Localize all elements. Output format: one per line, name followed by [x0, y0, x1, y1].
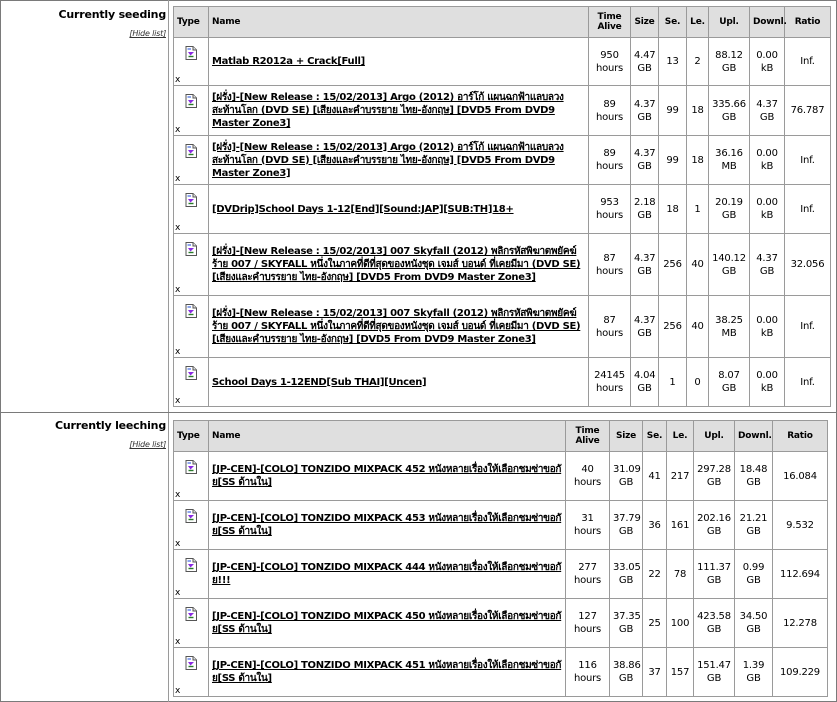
torrent-file-icon[interactable] — [185, 607, 197, 621]
uploaded-cell: 335.66 GB — [709, 86, 750, 136]
uploaded-cell: 20.19 GB — [709, 185, 750, 234]
torrent-file-icon[interactable] — [185, 509, 197, 523]
seeders-cell: 256 — [659, 296, 687, 358]
torrent-name-link[interactable]: Matlab R2012a + Crack[Full] — [209, 38, 589, 86]
table-row — [174, 358, 831, 407]
leeching-title: Currently leeching — [55, 419, 166, 432]
table-row — [174, 234, 831, 296]
size-cell: 2.18 GB — [631, 185, 659, 234]
table-row — [174, 599, 828, 648]
seeders-cell: 25 — [643, 599, 667, 648]
seeding-header-leechers[interactable]: Le. — [687, 7, 709, 38]
ratio-cell: Inf. — [785, 358, 831, 407]
torrent-name-link[interactable]: [JP-CEN]-[COLO] TONZIDO MIXPACK 452 หนังหลายเรื่องให้เลือกชมซ่าขอกัย[SS ด้านใน] — [209, 452, 566, 501]
ratio-cell: Inf. — [785, 38, 831, 86]
time-alive-cell: 24145 hours — [589, 358, 631, 407]
seeding-title: Currently seeding — [58, 8, 166, 21]
ratio-cell: 32.056 — [785, 234, 831, 296]
leechers-cell: 0 — [687, 358, 709, 407]
broken-image-marker: x — [175, 174, 181, 184]
leeching-body — [174, 452, 828, 697]
torrent-name-link[interactable]: [JP-CEN]-[COLO] TONZIDO MIXPACK 450 หนังหลายเรื่องให้เลือกชมซ่าขอกัย[SS ด้านใน] — [209, 599, 566, 648]
leeching-divider — [168, 413, 169, 702]
time-alive-cell: 40 hours — [566, 452, 610, 501]
torrent-file-icon[interactable] — [185, 94, 197, 108]
seeding-header-size[interactable]: Size — [631, 7, 659, 38]
seeding-label-block — [0, 8, 166, 40]
table-row — [174, 550, 828, 599]
time-alive-cell: 89 hours — [589, 86, 631, 136]
seeding-header-row — [174, 7, 831, 38]
ratio-cell: 16.084 — [773, 452, 828, 501]
seeders-cell: 256 — [659, 234, 687, 296]
leechers-cell: 18 — [687, 86, 709, 136]
size-cell: 4.37 GB — [631, 234, 659, 296]
leeching-header-time-alive[interactable]: Time Alive — [566, 421, 610, 452]
time-alive-cell: 89 hours — [589, 136, 631, 185]
time-alive-cell: 87 hours — [589, 234, 631, 296]
downloaded-cell: 0.00 kB — [750, 38, 785, 86]
leechers-cell: 18 — [687, 136, 709, 185]
seeders-cell: 22 — [643, 550, 667, 599]
uploaded-cell: 297.28 GB — [694, 452, 735, 501]
seeding-header-downloaded[interactable]: Downl. — [750, 7, 785, 38]
leechers-cell: 157 — [667, 648, 694, 697]
torrent-file-icon[interactable] — [185, 366, 197, 380]
uploaded-cell: 202.16 GB — [694, 501, 735, 550]
type-cell — [174, 38, 209, 86]
broken-image-marker: x — [175, 223, 181, 233]
size-cell: 4.37 GB — [631, 136, 659, 185]
torrent-file-icon[interactable] — [185, 193, 197, 207]
torrent-file-icon[interactable] — [185, 46, 197, 60]
seeders-cell: 41 — [643, 452, 667, 501]
type-cell — [174, 136, 209, 185]
uploaded-cell: 111.37 GB — [694, 550, 735, 599]
seeding-header-ratio[interactable]: Ratio — [785, 7, 831, 38]
type-cell — [174, 86, 209, 136]
broken-image-marker: x — [175, 75, 181, 85]
torrent-name-link[interactable]: [JP-CEN]-[COLO] TONZIDO MIXPACK 451 หนังหลายเรื่องให้เลือกชมซ่าขอกัย[SS ด้านใน] — [209, 648, 566, 697]
uploaded-cell: 38.25 MB — [709, 296, 750, 358]
leeching-header-size[interactable]: Size — [610, 421, 643, 452]
type-cell — [174, 648, 209, 697]
leeching-header-ratio[interactable]: Ratio — [773, 421, 828, 452]
size-cell: 33.05 GB — [610, 550, 643, 599]
leeching-label-block — [0, 419, 166, 451]
size-cell: 4.37 GB — [631, 86, 659, 136]
seeding-body — [174, 38, 831, 407]
seeding-header-type[interactable]: Type — [174, 7, 209, 38]
seeders-cell: 1 — [659, 358, 687, 407]
table-row — [174, 296, 831, 358]
torrent-name-link[interactable]: [DVDrip]School Days 1-12[End][Sound:JAP][SUB:TH]18+ — [209, 185, 589, 234]
uploaded-cell: 423.58 GB — [694, 599, 735, 648]
ratio-cell: 9.532 — [773, 501, 828, 550]
leeching-header-downloaded[interactable]: Downl. — [735, 421, 773, 452]
broken-image-marker: x — [175, 637, 181, 647]
uploaded-cell: 36.16 MB — [709, 136, 750, 185]
type-cell — [174, 599, 209, 648]
seeding-header-uploaded[interactable]: Upl. — [709, 7, 750, 38]
broken-image-marker: x — [175, 539, 181, 549]
torrent-name-link[interactable]: [JP-CEN]-[COLO] TONZIDO MIXPACK 444 หนังหลายเรื่องให้เลือกชมซ่าขอกัย!!! — [209, 550, 566, 599]
broken-image-marker: x — [175, 125, 181, 135]
leechers-cell: 2 — [687, 38, 709, 86]
downloaded-cell: 4.37 GB — [750, 86, 785, 136]
seeders-cell: 99 — [659, 136, 687, 185]
downloaded-cell: 0.00 kB — [750, 296, 785, 358]
seeding-header-name[interactable]: Name — [209, 7, 589, 38]
broken-image-marker: x — [175, 347, 181, 357]
size-cell: 4.37 GB — [631, 296, 659, 358]
ratio-cell: Inf. — [785, 185, 831, 234]
torrent-file-icon[interactable] — [185, 242, 197, 256]
seeding-header-time-alive[interactable]: Time Alive — [589, 7, 631, 38]
table-row — [174, 185, 831, 234]
torrent-file-icon[interactable] — [185, 144, 197, 158]
table-row — [174, 452, 828, 501]
leeching-header-uploaded[interactable]: Upl. — [694, 421, 735, 452]
downloaded-cell: 18.48 GB — [735, 452, 773, 501]
seeders-cell: 13 — [659, 38, 687, 86]
downloaded-cell: 1.39 GB — [735, 648, 773, 697]
leechers-cell: 217 — [667, 452, 694, 501]
torrent-name-link[interactable]: [ฝรั่ง]-[New Release : 15/02/2013] 007 Skyfall (2012) พลิกรหัสพิฆาตพยัคฆ์ร้าย 007 / SKYFALL หนึ่งในภาคที่ดีที่สุดของหนังชุด เจมส์ บอนด์ ที่เคยมีมา (DVD SE) [เสียงและคำบรรยาย ไทย-อังกฤษ] [DVD5 From DVD9 Master Zone3] — [209, 296, 589, 358]
broken-image-marker: x — [175, 396, 181, 406]
leechers-cell: 40 — [687, 296, 709, 358]
torrent-name-link[interactable]: [ฝรั่ง]-[New Release : 15/02/2013] 007 Skyfall (2012) พลิกรหัสพิฆาตพยัคฆ์ร้าย 007 / SKYFALL หนึ่งในภาคที่ดีที่สุดของหนังชุด เจมส์ บอนด์ ที่เคยมีมา (DVD SE) [เสียงและคำบรรยาย ไทย-อังกฤษ] [DVD5 From DVD9 Master Zone3] — [209, 234, 589, 296]
seeders-cell: 18 — [659, 185, 687, 234]
time-alive-cell: 953 hours — [589, 185, 631, 234]
type-cell — [174, 185, 209, 234]
leeching-header-name[interactable]: Name — [209, 421, 566, 452]
uploaded-cell: 8.07 GB — [709, 358, 750, 407]
ratio-cell: 109.229 — [773, 648, 828, 697]
leeching-header-row — [174, 421, 828, 452]
seeding-divider — [168, 0, 169, 412]
type-cell — [174, 358, 209, 407]
broken-image-marker: x — [175, 686, 181, 696]
size-cell: 31.09 GB — [610, 452, 643, 501]
ratio-cell: 112.694 — [773, 550, 828, 599]
table-row — [174, 648, 828, 697]
seeding-table — [173, 6, 831, 407]
seeders-cell: 37 — [643, 648, 667, 697]
time-alive-cell: 31 hours — [566, 501, 610, 550]
torrent-name-link[interactable]: School Days 1-12END[Sub THAI][Uncen] — [209, 358, 589, 407]
leechers-cell: 100 — [667, 599, 694, 648]
table-row — [174, 136, 831, 185]
downloaded-cell: 0.99 GB — [735, 550, 773, 599]
time-alive-cell: 277 hours — [566, 550, 610, 599]
table-row — [174, 38, 831, 86]
size-cell: 37.79 GB — [610, 501, 643, 550]
time-alive-cell: 87 hours — [589, 296, 631, 358]
downloaded-cell: 0.00 kB — [750, 358, 785, 407]
leechers-cell: 78 — [667, 550, 694, 599]
type-cell — [174, 550, 209, 599]
downloaded-cell: 0.00 kB — [750, 185, 785, 234]
torrent-name-link[interactable]: [JP-CEN]-[COLO] TONZIDO MIXPACK 453 หนังหลายเรื่องให้เลือกชมซ่าขอกัย[SS ด้านใน] — [209, 501, 566, 550]
type-cell — [174, 501, 209, 550]
leechers-cell: 161 — [667, 501, 694, 550]
leeching-header-type[interactable]: Type — [174, 421, 209, 452]
type-cell — [174, 234, 209, 296]
broken-image-marker: x — [175, 490, 181, 500]
size-cell: 4.47 GB — [631, 38, 659, 86]
size-cell: 38.86 GB — [610, 648, 643, 697]
time-alive-cell: 116 hours — [566, 648, 610, 697]
torrent-name-link[interactable]: [ฝรั่ง]-[New Release : 15/02/2013] Argo (2012) อาร์โก้ แผนฉกฟ้าแลบลวงสะท้านโลก (DVD SE) [เสียงและคำบรรยาย ไทย-อังกฤษ] [DVD5 From DVD9 Master Zone3] — [209, 86, 589, 136]
leeching-header-leechers[interactable]: Le. — [667, 421, 694, 452]
downloaded-cell: 21.21 GB — [735, 501, 773, 550]
leeching-section — [0, 413, 837, 702]
table-row — [174, 501, 828, 550]
ratio-cell: 12.278 — [773, 599, 828, 648]
type-cell — [174, 296, 209, 358]
uploaded-cell: 151.47 GB — [694, 648, 735, 697]
seeders-cell: 36 — [643, 501, 667, 550]
torrent-file-icon[interactable] — [185, 460, 197, 474]
downloaded-cell: 34.50 GB — [735, 599, 773, 648]
ratio-cell: 76.787 — [785, 86, 831, 136]
ratio-cell: Inf. — [785, 296, 831, 358]
size-cell: 37.35 GB — [610, 599, 643, 648]
torrent-file-icon[interactable] — [185, 656, 197, 670]
size-cell: 4.04 GB — [631, 358, 659, 407]
leeching-table — [173, 420, 828, 697]
seeding-hide-link[interactable]: [Hide list] — [129, 29, 166, 38]
leeching-hide-link[interactable]: [Hide list] — [129, 440, 166, 449]
table-row — [174, 86, 831, 136]
torrent-name-link[interactable]: [ฝรั่ง]-[New Release : 15/02/2013] Argo (2012) อาร์โก้ แผนฉกฟ้าแลบลวงสะท้านโลก (DVD SE) [เสียงและคำบรรยาย ไทย-อังกฤษ] [DVD5 From DVD9 Master Zone3] — [209, 136, 589, 185]
torrent-file-icon[interactable] — [185, 304, 197, 318]
seeding-header-seeders[interactable]: Se. — [659, 7, 687, 38]
broken-image-marker: x — [175, 285, 181, 295]
time-alive-cell: 950 hours — [589, 38, 631, 86]
uploaded-cell: 88.12 GB — [709, 38, 750, 86]
seeders-cell: 99 — [659, 86, 687, 136]
downloaded-cell: 0.00 kB — [750, 136, 785, 185]
leechers-cell: 40 — [687, 234, 709, 296]
time-alive-cell: 127 hours — [566, 599, 610, 648]
downloaded-cell: 4.37 GB — [750, 234, 785, 296]
leeching-header-seeders[interactable]: Se. — [643, 421, 667, 452]
broken-image-marker: x — [175, 588, 181, 598]
ratio-cell: Inf. — [785, 136, 831, 185]
torrent-file-icon[interactable] — [185, 558, 197, 572]
type-cell — [174, 452, 209, 501]
uploaded-cell: 140.12 GB — [709, 234, 750, 296]
leechers-cell: 1 — [687, 185, 709, 234]
